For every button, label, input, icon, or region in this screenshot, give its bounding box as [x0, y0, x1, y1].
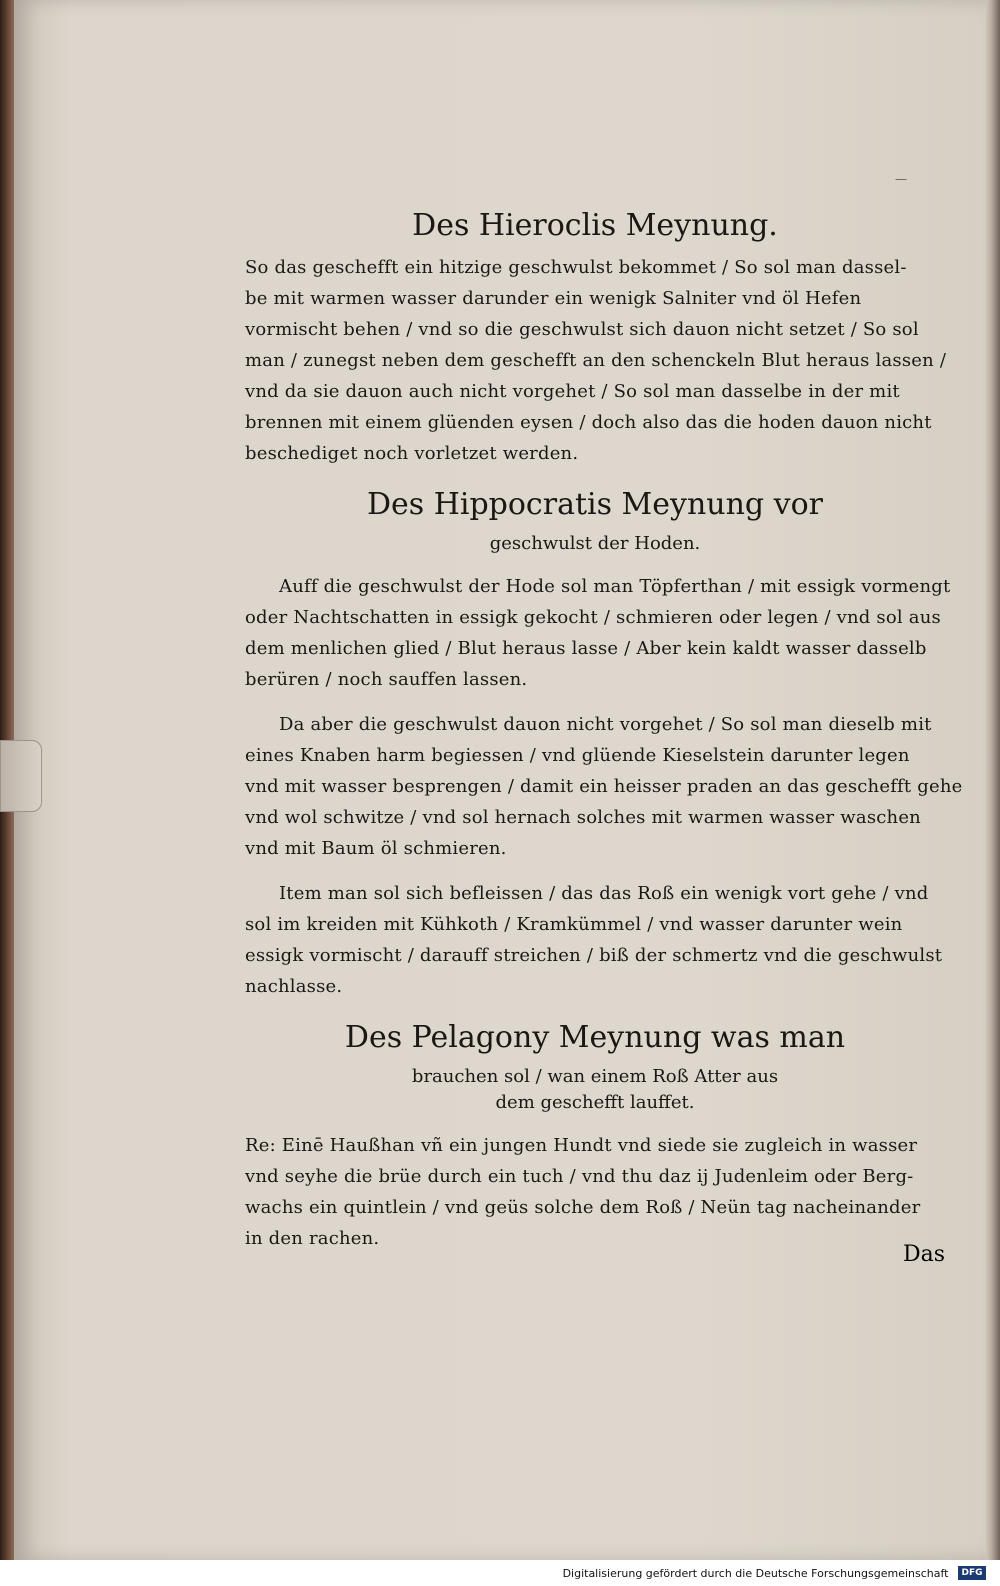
section-subheading-line: geschwulst der Hoden.: [489, 533, 701, 554]
text-line: vnd seyhe die brüe durch ein tuch / vnd thu daz ij Judenleim oder Berg-: [245, 1166, 914, 1187]
paragraph: [245, 878, 945, 1002]
text-line: vnd mit wasser besprengen / damit ein heisser praden an das geschefft gehe: [245, 776, 963, 797]
text-line: sol im kreiden mit Kühkoth / Kramkümmel / vnd wasser darunter wein: [245, 914, 903, 935]
text-line: So das geschefft ein hitzige geschwulst bekommet / So sol man dassel-: [245, 257, 907, 278]
text-line: Auff die geschwulst der Hode sol man Töpferthan / mit essigk vormengt: [279, 576, 951, 597]
text-line: vnd mit Baum öl schmieren.: [245, 838, 507, 859]
section-heading: Des Hippocratis Meynung vor: [366, 487, 824, 522]
page-edge: [986, 0, 1000, 1560]
catchword: Das: [902, 1242, 945, 1267]
dfg-logo: DFG: [958, 1566, 986, 1580]
text-line: in den rachen.: [245, 1228, 380, 1249]
text-line: beschediget noch vorletzet werden.: [245, 443, 579, 464]
text-line: oder Nachtschatten in essigk gekocht / schmieren oder legen / vnd sol aus: [245, 607, 941, 628]
top-mark: —: [895, 172, 907, 186]
text-line: berüren / noch sauffen lassen.: [245, 669, 528, 690]
text-line: be mit warmen wasser darunder ein wenigk Salniter vnd öl Hefen: [245, 288, 862, 309]
text-line: vnd da sie dauon auch nicht vorgehet / So sol man dasselbe in der mit: [245, 381, 900, 402]
text-line: brennen mit einem glüenden eysen / doch also das die hoden dauon nicht: [245, 412, 932, 433]
paragraph: [245, 1130, 945, 1254]
text-line: vormischt behen / vnd so die geschwulst sich dauon nicht setzet / So sol: [245, 319, 919, 340]
footer-bar: [0, 1560, 1000, 1586]
text-line: wachs ein quintlein / vnd geüs solche dem Roß / Neün tag nacheinander: [245, 1197, 921, 1218]
text-line: Re: Einē Haußhan vñ ein jungen Hundt vnd siede sie zugleich in wasser: [245, 1135, 918, 1156]
text-line: man / zunegst neben dem geschefft an den schenckeln Blut heraus lassen /: [245, 350, 947, 371]
text-line: Da aber die geschwulst dauon nicht vorgehet / So sol man dieselb mit: [279, 714, 932, 735]
footer-text: Digitalisierung gefördert durch die Deutsche Forschungsgemeinschaft: [562, 1567, 949, 1580]
section-heading: Des Pelagony Meynung was man: [344, 1020, 846, 1055]
text-line: vnd wol schwitze / vnd sol hernach solches mit warmen wasser waschen: [245, 807, 921, 828]
section-subheading-line: brauchen sol / wan einem Roß Atter aus: [411, 1066, 779, 1087]
show-through: [240, 1250, 920, 1374]
text-block: [245, 200, 963, 1254]
text-line: Item man sol sich befleissen / das das Roß ein wenigk vort gehe / vnd: [279, 883, 929, 904]
text-line: nachlasse.: [245, 976, 343, 997]
section-subheading-line: dem geschefft lauffet.: [495, 1092, 695, 1113]
page-tab-marker: [0, 740, 42, 812]
text-line: dem menlichen glied / Blut heraus lasse / Aber kein kaldt wasser dasselb: [245, 638, 927, 659]
text-line: eines Knaben harm begiessen / vnd glüende Kieselstein darunter legen: [245, 745, 910, 766]
paragraph: [245, 252, 945, 469]
section-heading: Des Hieroclis Meynung.: [412, 208, 778, 243]
paragraph: [245, 709, 963, 864]
text-line: essigk vormischt / darauff streichen / biß der schmertz vnd die geschwulst: [245, 945, 943, 966]
paragraph: [245, 571, 951, 695]
